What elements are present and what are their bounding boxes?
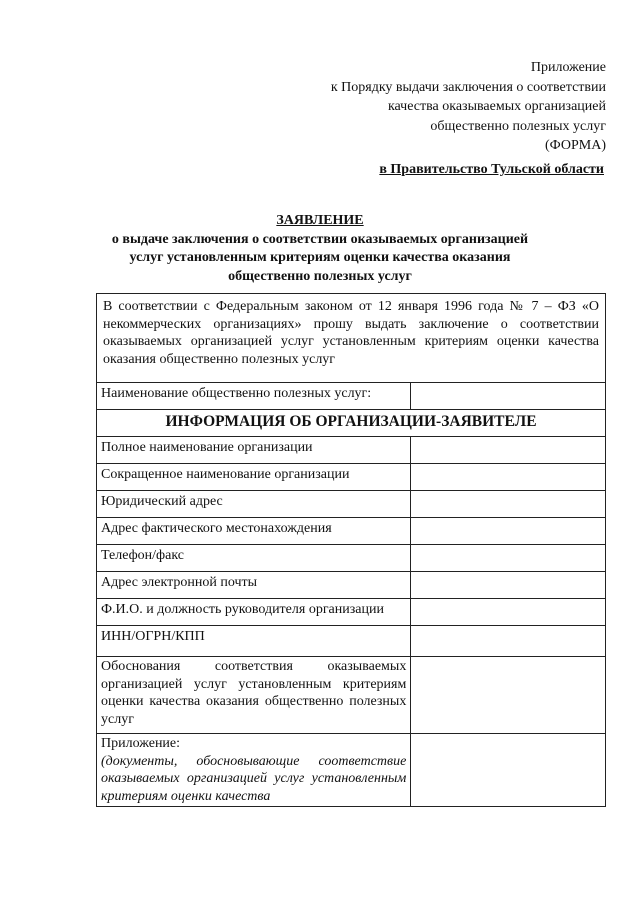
title-line: услуг установленным критериям оценки качества оказания xyxy=(129,250,511,265)
title-main: ЗАЯВЛЕНИЕ xyxy=(276,213,364,228)
appendix-line: общественно полезных услуг xyxy=(430,118,606,134)
actual-address-value[interactable] xyxy=(411,518,606,545)
inn-ogrn-kpp-value[interactable] xyxy=(411,626,606,657)
document-title xyxy=(100,212,540,286)
table-row xyxy=(97,599,606,626)
attachment-label: Приложение: xyxy=(101,736,181,751)
intro-row xyxy=(97,294,606,383)
title-line: о выдаче заключения о соответствии оказываемых организацией xyxy=(111,231,529,247)
field-label: Полное наименование организации xyxy=(97,437,411,464)
application-form-table xyxy=(96,293,606,807)
attachment-note: (документы, обосновывающие соответствие оказываемых организацией услуг установленным критериям оценки качества xyxy=(101,753,407,804)
attachment-row xyxy=(97,734,606,807)
table-row xyxy=(97,626,606,657)
appendix-line: (ФОРМА) xyxy=(544,138,606,153)
field-label: Сокращенное наименование организации xyxy=(97,464,411,491)
section-title: ИНФОРМАЦИЯ ОБ ОРГАНИЗАЦИИ-ЗАЯВИТЕЛЕ xyxy=(97,410,606,437)
phone-fax-value[interactable] xyxy=(411,545,606,572)
intro-text: В соответствии с Федеральным законом от 12 января 1996 года № 7 – ФЗ «О некоммерческих организациях» прошу выдать заключение о соответствии оказываемых организацией услуг установленным критериям оценки качества оказания общественно полезных услуг xyxy=(97,294,606,383)
director-value[interactable] xyxy=(411,599,606,626)
appendix-line: к Порядку выдачи заключения о соответствии xyxy=(330,79,606,95)
attachment-value[interactable] xyxy=(411,734,606,807)
field-label: Ф.И.О. и должность руководителя организации xyxy=(97,599,411,626)
title-line: общественно полезных услуг xyxy=(228,268,412,284)
field-label: Адрес фактического местонахождения xyxy=(97,518,411,545)
attachment-cell xyxy=(97,734,411,807)
appendix-header xyxy=(276,58,606,156)
table-row xyxy=(97,572,606,599)
field-label: Юридический адрес xyxy=(97,491,411,518)
table-row xyxy=(97,491,606,518)
appendix-line: Приложение xyxy=(530,60,606,75)
service-name-label: Наименование общественно полезных услуг: xyxy=(97,383,411,410)
section-row xyxy=(97,410,606,437)
justification-label: Обоснования соответствия оказываемых организацией услуг установленным критериям оценки качества оказания общественно полезных услуг xyxy=(97,657,411,734)
justification-value[interactable] xyxy=(411,657,606,734)
field-label: ИНН/ОГРН/КПП xyxy=(97,626,411,657)
table-row xyxy=(97,545,606,572)
full-name-value[interactable] xyxy=(411,437,606,464)
legal-address-value[interactable] xyxy=(411,491,606,518)
appendix-line: качества оказываемых организацией xyxy=(387,99,606,114)
recipient: в Правительство Тульской области xyxy=(379,162,604,177)
field-label: Адрес электронной почты xyxy=(97,572,411,599)
table-row xyxy=(97,518,606,545)
service-name-value[interactable] xyxy=(411,383,606,410)
email-value[interactable] xyxy=(411,572,606,599)
table-row xyxy=(97,437,606,464)
field-label: Телефон/факс xyxy=(97,545,411,572)
table-row xyxy=(97,464,606,491)
justification-row xyxy=(97,657,606,734)
service-name-row xyxy=(97,383,606,410)
short-name-value[interactable] xyxy=(411,464,606,491)
